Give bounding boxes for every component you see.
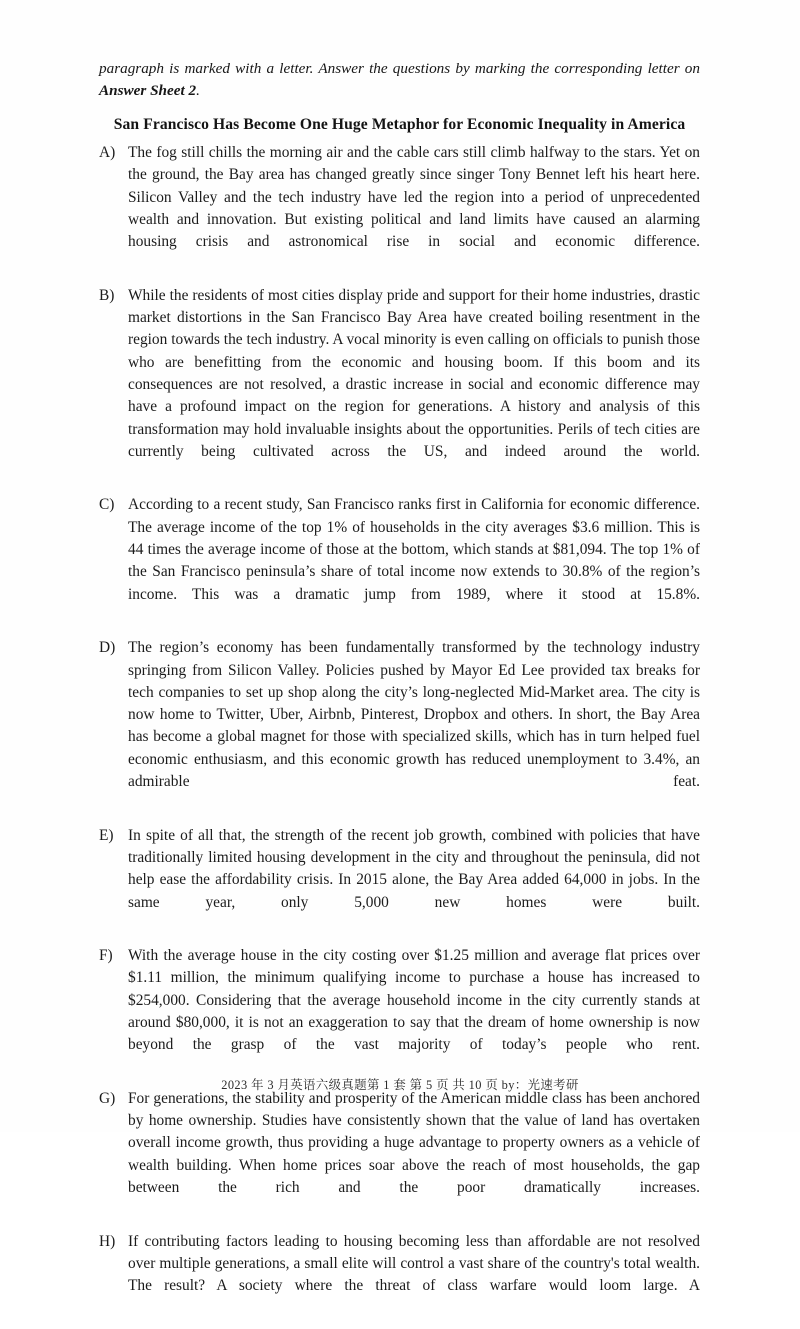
paragraph-letter-e: E): [99, 826, 114, 844]
paragraph-letter-g: G): [99, 1089, 116, 1107]
paragraph-f: [99, 945, 700, 1079]
instruction-period: .: [196, 82, 200, 99]
paragraph-text-e: In spite of all that, the strength of the recent job growth, combined with policies that have traditionally limited housing development in the city and throughout the peninsula, did not help ease the affordability crisis. In 2015 alone, the Bay Area added 64,000 in jobs. In the same year, only 5,000 new homes were built.: [128, 826, 700, 911]
page-footer: 2023 年 3 月英语六级真题第 1 套 第 5 页 共 10 页 by：光速考研: [221, 1078, 579, 1092]
paragraph-h: [99, 1231, 700, 1320]
paragraph-text-g: For generations, the stability and prosperity of the American middle class has been anchored by home ownership. Studies have consistently shown that the value of land has overtaken overall income growth, thus providing a huge advantage to property owners as a vehicle of wealth building. When home prices soar above the reach of most households, the gap between the rich and the poor dramatically increases.: [128, 1089, 700, 1197]
paragraph-c: [99, 494, 700, 628]
article-title: San Francisco Has Become One Huge Metaphor for Economic Inequality in America: [113, 116, 686, 133]
paragraph-e: [99, 825, 700, 936]
instruction-line: paragraph is marked with a letter. Answer the questions by marking the corresponding letter on: [99, 60, 700, 77]
instruction-text: [99, 58, 700, 102]
page-content: [99, 58, 700, 1329]
paragraph-letter-f: F): [99, 947, 113, 965]
paragraph-letter-h: H): [99, 1232, 116, 1250]
paragraph-text-a: The fog still chills the morning air and the cable cars still climb halfway to the stars. Yet on the ground, the Bay area has changed greatly since singer Tony Bennet left his heart here. Silicon Valley and the tech industry have led the region into a period of unprecedented wealth and innovation. But existing political and land limits have caused an alarming housing crisis and astronomical rise in social and economic difference.: [128, 144, 700, 251]
paragraph-text-h: If contributing factors leading to housing becoming less than affordable are not resolved over multiple generations, a small elite will control a vast share of the country's total wealth. The result? A society where the threat of class warfare would loom large. A: [128, 1232, 700, 1295]
paragraph-b: [99, 285, 700, 486]
instruction-answer-sheet: Answer Sheet 2: [99, 82, 197, 99]
paragraph-d: [99, 637, 700, 815]
paragraph-letter-b: B): [99, 286, 115, 304]
paragraph-letter-c: C): [99, 496, 115, 514]
paragraph-text-b: While the residents of most cities display pride and support for their home industries, drastic market distortions in the San Francisco Bay Area have created boiling resentment in the region towards the tech industry. A vocal minority is even calling on officials to punish those who are benefitting from the economic and housing boom. If this boom and its consequences are not resolved, a drastic increase in social and economic difference may have a profound impact on the region for generations. A history and analysis of this transformation may hold invaluable insights about the opportunities. Perils of tech cities are currently being cultivated across the US, and indeed around the world.: [128, 286, 700, 460]
paragraph-text-c: According to a recent study, San Francisco ranks first in California for economic difference. The average income of the top 1% of households in the city averages $3.6 million. This is 44 times the average income of those at the bottom, which stands at $81,094. The top 1% of the San Francisco peninsula’s share of total income now extends to 30.8% of the region’s income. This was a dramatic jump from 1989, where it stood at 15.8%.: [128, 496, 700, 603]
paragraph-text-d: The region’s economy has been fundamentally transformed by the technology industry springing from Silicon Valley. Policies pushed by Mayor Ed Lee provided tax breaks for tech companies to set up shop along the city’s long-neglected Mid-Market area. The city is now home to Twitter, Uber, Airbnb, Pinterest, Dropbox and others. In short, the Bay Area has become a global magnet for those with specialized skills, which has in turn helped fuel economic enthusiasm, and this economic growth has reduced unemployment to 3.4%, an admirable feat.: [128, 639, 700, 791]
paragraph-letter-a: A): [99, 144, 116, 161]
paragraph-g: [99, 1088, 700, 1222]
paragraph-a: [99, 142, 700, 276]
paragraph-letter-d: D): [99, 639, 116, 657]
paragraph-text-f: With the average house in the city costing over $1.25 million and average flat prices over $1.11 million, the minimum qualifying income to purchase a house has increased to $254,000. Considering that the average household income in the city currently stands at around $80,000, it is not an exaggeration to say that the dream of home ownership is now beyond the grasp of the vast majority of today’s people who rent.: [128, 947, 700, 1054]
